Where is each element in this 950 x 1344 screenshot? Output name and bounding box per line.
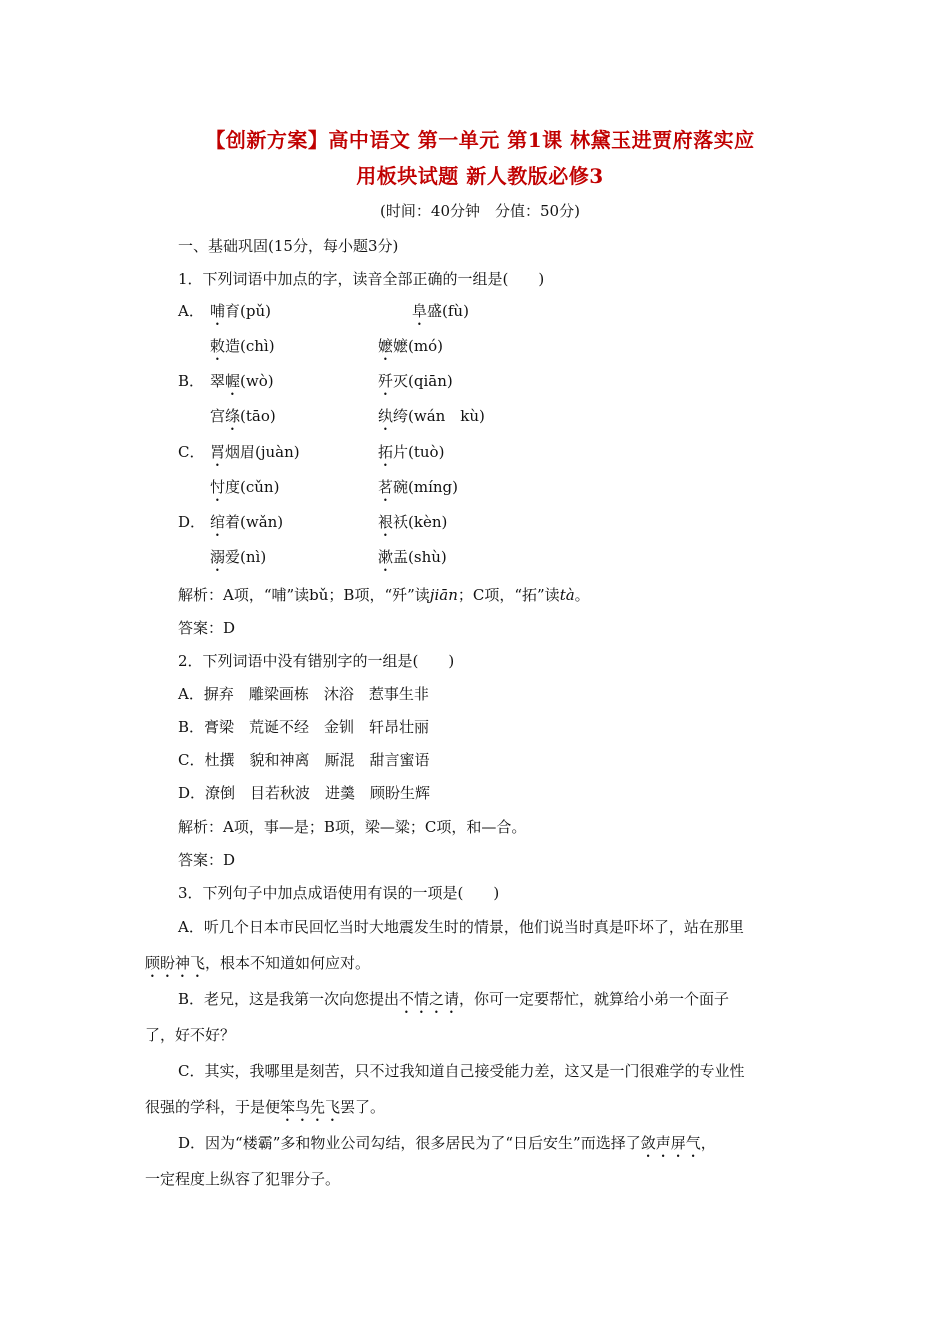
q1-option-a-label: A． (178, 302, 204, 320)
q1-b-word-4: 纨绔(wán kù) (378, 407, 485, 425)
q1-a-word-3: 敕造(chì) (210, 337, 275, 355)
q1-option-d-label: D． (178, 513, 206, 531)
q3-option-d-line-2: 一定程度上纵容了犯罪分子。 (145, 1170, 341, 1188)
q1-c-word-4: 茗碗(míng) (378, 478, 459, 496)
q1-c-word-3: 忖度(cǔn) (210, 478, 280, 496)
q3-option-b-line-1: B．老兄，这是我第一次向您提出不情之请，你可一定要帮忙，就算给小弟一个面子 (178, 990, 730, 1008)
document-title-line-2: 用板块试题 新人教版必修3 (356, 164, 604, 188)
q2-option-c: C．杜撰 貌和神离 厮混 甜言蜜语 (178, 751, 430, 769)
q1-stem: 1．下列词语中加点的字，读音全部正确的一组是( ) (178, 270, 545, 288)
q2-answer: 答案：D (178, 851, 236, 869)
q1-option-b-label: B． (178, 372, 205, 390)
q3-option-a-line-1: A．听几个日本市民回忆当时大地震发生时的情景，他们说当时真是吓坏了，站在那里 (178, 918, 744, 936)
q1-b-word-3: 宫绦(tāo) (210, 407, 276, 425)
q2-option-a: A．摒弃 雕梁画栋 沐浴 惹事生非 (178, 685, 429, 703)
document-title-line-1: 【创新方案】高中语文 第一单元 第1课 林黛玉进贾府落实应 (205, 128, 755, 152)
q3-option-b-line-2: 了，好不好？ (145, 1026, 236, 1044)
q1-option-c-label: C． (178, 443, 205, 461)
q1-d-word-3: 溺爱(nì) (210, 548, 267, 566)
q1-d-word-2: 裉袄(kèn) (378, 513, 448, 531)
q3-option-d-line-1: D．因为“楼霸”多和物业公司勾结，很多居民为了“日后安生”而选择了敛声屏气， (178, 1134, 716, 1152)
q1-a-word-2: 阜盛(fù) (412, 302, 469, 320)
q3-option-a-line-2: 顾盼神飞，根本不知道如何应对。 (145, 954, 371, 972)
section-heading: 一、基础巩固(15分，每小题3分) (178, 237, 399, 255)
q2-option-b: B．膏梁 荒诞不经 金钏 轩昂壮丽 (178, 718, 430, 736)
q1-b-word-2: 歼灭(qiān) (378, 372, 453, 390)
q1-a-word-4: 嬷嬷(mó) (378, 337, 443, 355)
q2-stem: 2．下列词语中没有错别字的一组是( ) (178, 652, 455, 670)
q1-c-word-1: 罥烟眉(juàn) (210, 443, 300, 461)
time-and-score: (时间：40分钟 分值：50分) (380, 202, 580, 220)
q1-d-word-1: 绾着(wǎn) (210, 513, 284, 531)
q3-stem: 3．下列句子中加点成语使用有误的一项是( ) (178, 884, 500, 902)
q2-option-d: D．潦倒 目若秋波 进羹 顾盼生辉 (178, 784, 431, 802)
q1-analysis: 解析：A项，“哺”读bǔ；B项，“歼”读jiān；C项，“拓”读tà。 (178, 586, 590, 604)
q1-d-word-4: 漱盂(shù) (378, 548, 447, 566)
q2-analysis: 解析：A项，事—是；B项，梁—粱；C项，和—合。 (178, 818, 527, 836)
q3-option-c-line-2: 很强的学科，于是便笨鸟先飞罢了。 (145, 1098, 386, 1116)
q1-a-word-1: 哺育(pǔ) (210, 302, 271, 320)
q1-b-word-1: 翠幄(wò) (210, 372, 274, 390)
q3-option-c-line-1: C．其实，我哪里是刻苦，只不过我知道自己接受能力差，这又是一门很难学的专业性 (178, 1062, 745, 1080)
q1-answer: 答案：D (178, 619, 236, 637)
q1-c-word-2: 拓片(tuò) (378, 443, 445, 461)
